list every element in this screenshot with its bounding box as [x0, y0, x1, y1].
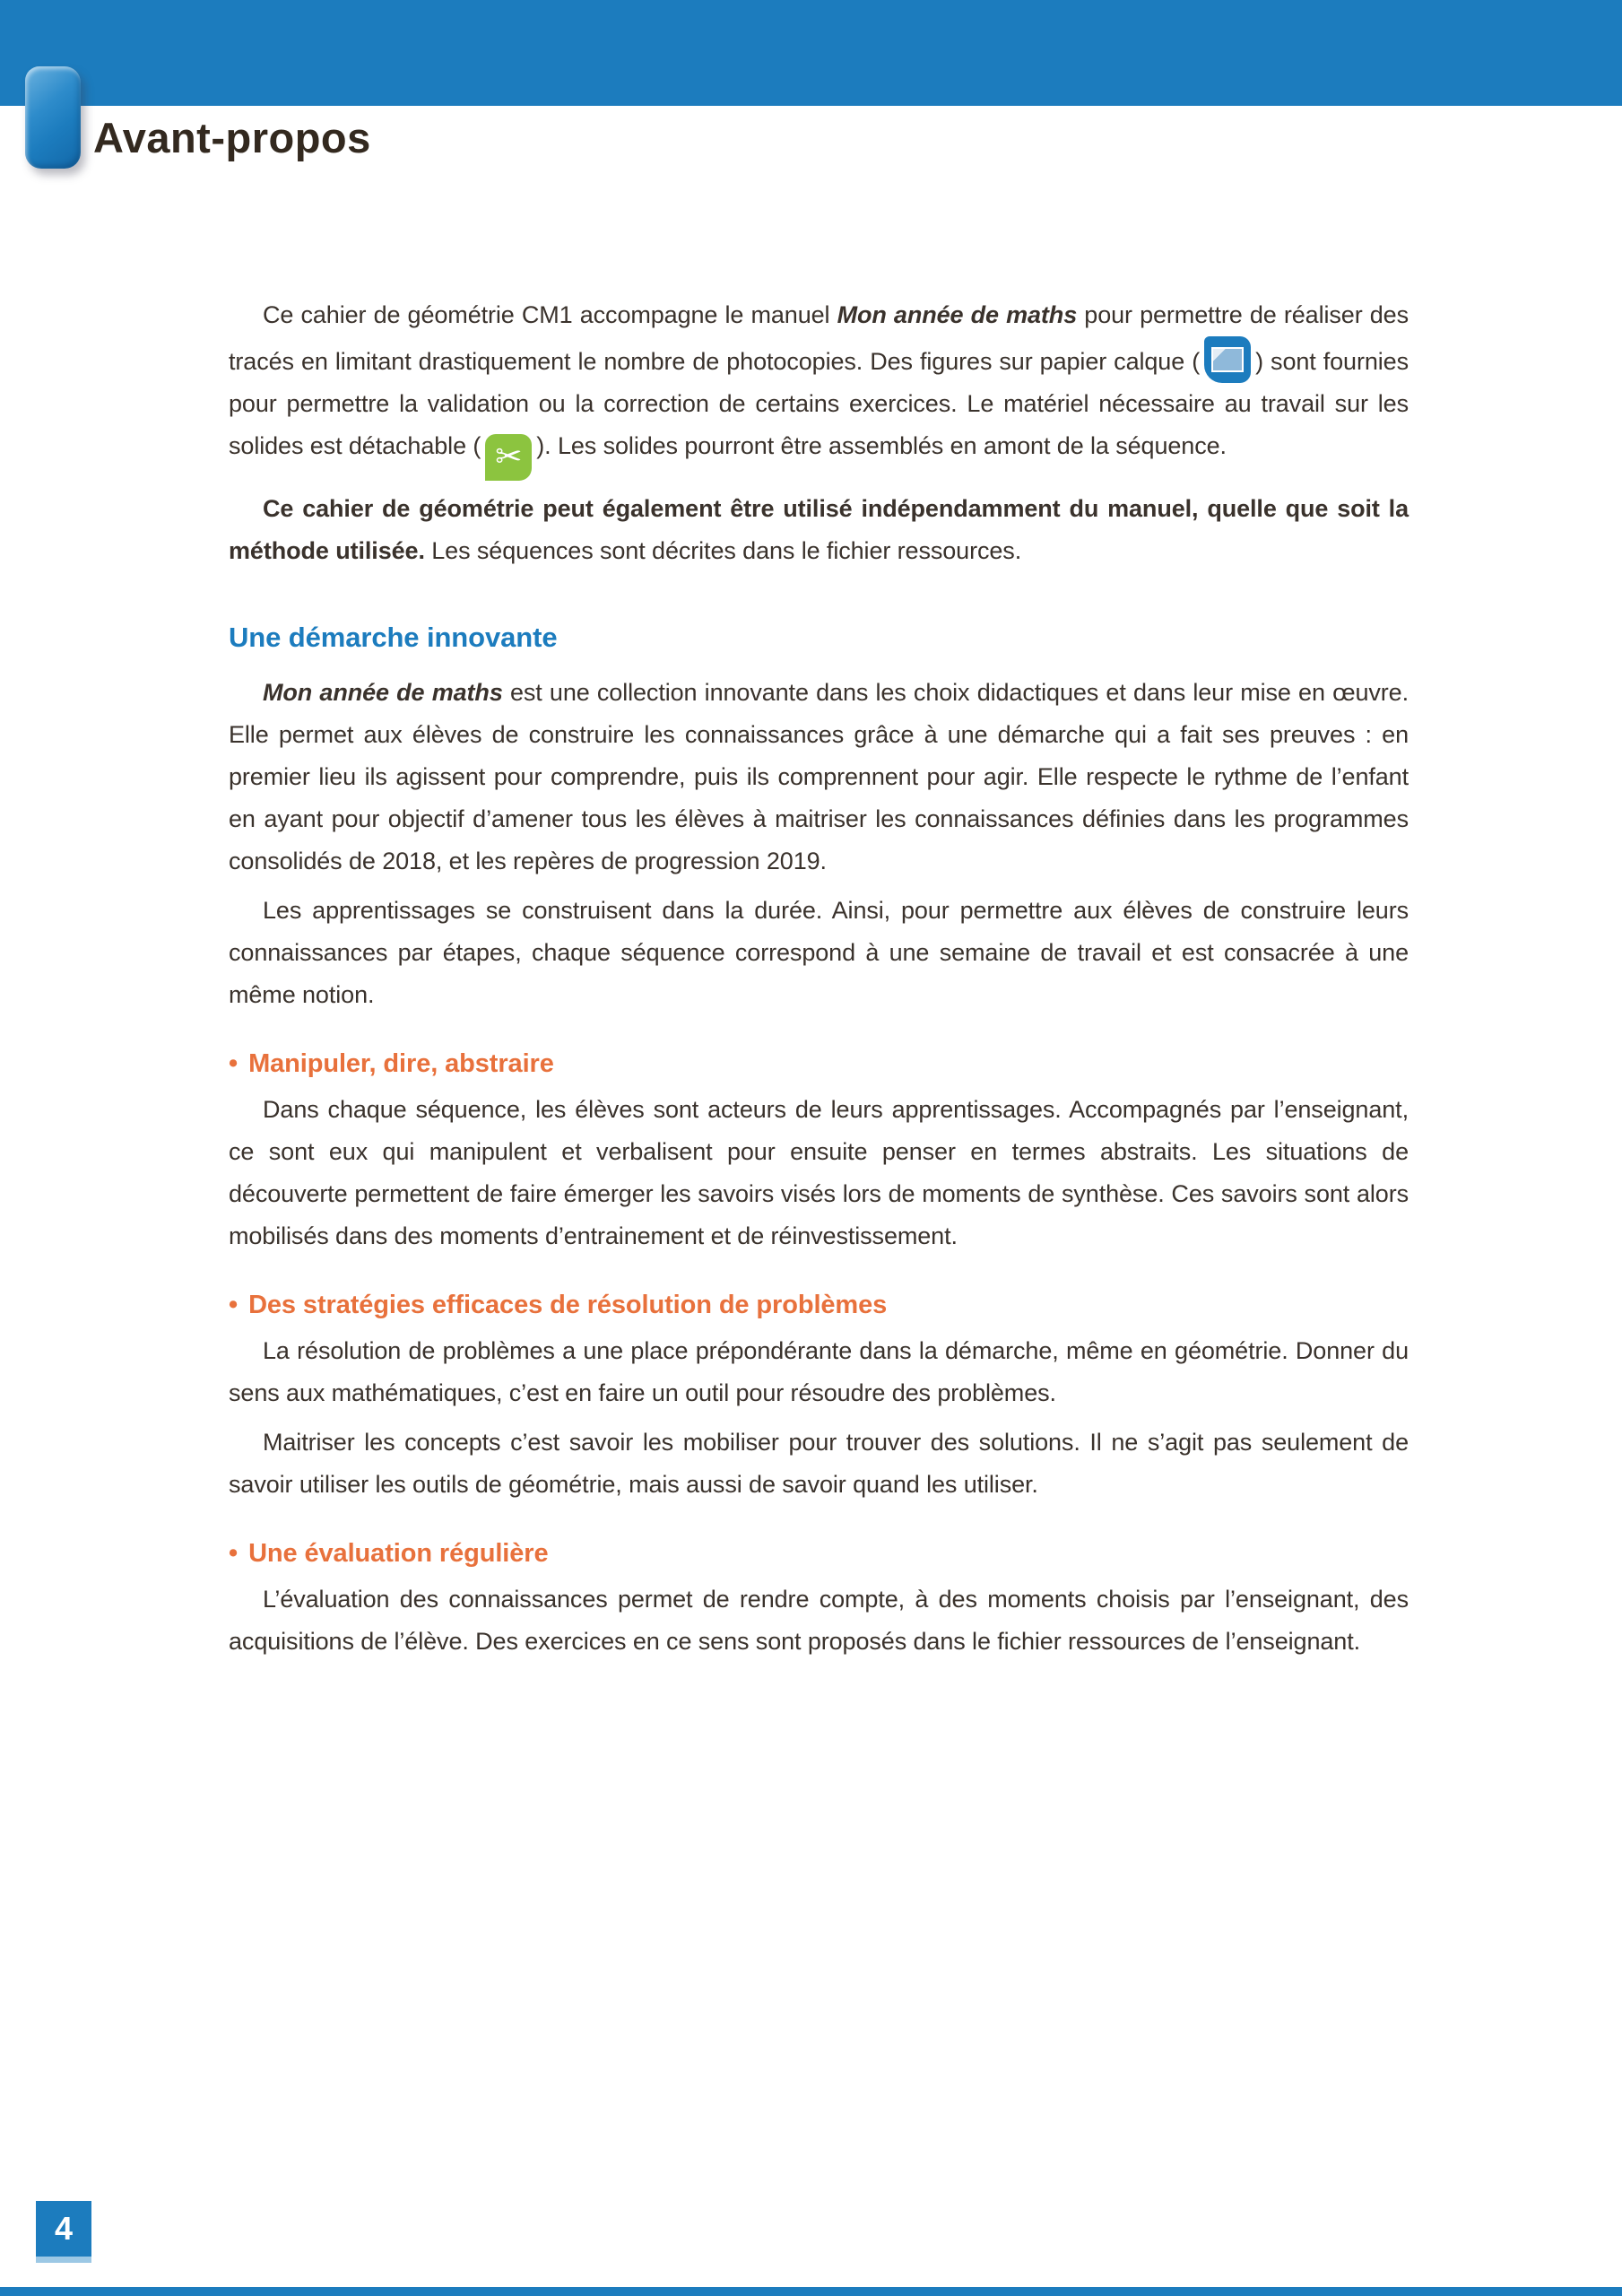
subsection-heading-evaluation [229, 1538, 1409, 1570]
page-title: Avant-propos [93, 114, 371, 161]
page-number-badge: 4 [36, 2201, 91, 2257]
manipuler-paragraph: Dans chaque séquence, les élèves sont acteurs de leurs apprentissages. Accompagnés par l’enseignant, ce sont eux qui manipulent et verbalisent pour ensuite penser en termes abstraits. Les situations de découverte permettent de faire émerger les savoirs visés lors de moments de synthèse. Ces savoirs sont alors mobilisés dans des moments d’entrainement et de réinvestissement. [229, 1095, 1409, 1249]
tracing-paper-icon [1204, 336, 1251, 383]
scissors-icon [485, 434, 532, 481]
bottom-blue-bar [0, 2287, 1622, 2296]
demarche-paragraph-2: Les apprentissages se construisent dans la durée. Ainsi, pour permettre aux élèves de construire leurs connaissances par étapes, chaque séquence correspond à une semaine de travail et est consacrée à une même notion. [229, 897, 1409, 1009]
top-blue-bar [0, 0, 1622, 106]
brand-name: Mon année de maths [837, 301, 1078, 328]
subsection-heading-label: Une évaluation régulière [248, 1538, 549, 1568]
brand-name: Mon année de maths [263, 679, 503, 707]
page-number-underline [36, 2257, 91, 2263]
intro-text: ) sont fournies pour permettre la validation ou la correction de certains exercices. Le matériel nécessaire au travail sur les solides est détachable ( [229, 348, 1409, 459]
bullet-icon: • [229, 1290, 239, 1319]
tracing-paper-sheet [1211, 347, 1244, 372]
section-heading-demarche: Une démarche innovante [229, 622, 558, 653]
demarche-paragraph-1 [229, 672, 1409, 883]
strategies-paragraph-2: Maitriser les concepts c’est savoir les mobiliser pour trouver des solutions. Il ne s’agit pas seulement de savoir utiliser les outils de géométrie, mais aussi de savoir quand les utiliser. [229, 1428, 1409, 1498]
intro-text: ). Les solides pourront être assemblés en amont de la séquence. [536, 432, 1227, 459]
subsection-heading-label: Des stratégies efficaces de résolution de problèmes [248, 1290, 888, 1319]
intro-paragraph-1 [229, 294, 1409, 481]
subsection-heading-strategies [229, 1290, 1409, 1321]
chapter-tab-icon [25, 66, 81, 169]
intro-text: Ce cahier de géométrie CM1 accompagne le manuel [263, 301, 837, 328]
intro-paragraph-2 [229, 488, 1409, 572]
intro-bold-text: Ce cahier de géométrie peut également être utilisé indépendamment du manuel, quelle que soit la méthode utilisée. [229, 495, 1409, 564]
intro-text: Les séquences sont décrites dans le fichier ressources. [424, 537, 1022, 564]
strategies-paragraph-1: La résolution de problèmes a une place prépondérante dans la démarche, même en géométrie. Donner du sens aux mathématiques, c’est en faire un outil pour résoudre des problèmes. [229, 1336, 1409, 1406]
demarche-text: est une collection innovante dans les choix didactiques et dans leur mise en œuvre. Elle permet aux élèves de construire les connaissances grâce à une démarche qui a fait ses preuves : en premier lieu ils agissent pour comprendre, puis ils comprennent pour agir. Elle respecte le rythme de l’enfant en ayant pour objectif d’amener tous les élèves à maitriser les connaissances définies dans les programmes consolidés de 2018, et les repères de progression 2019. [229, 679, 1409, 875]
bullet-icon: • [229, 1538, 239, 1568]
main-content [229, 294, 1409, 1670]
intro-text: pour permettre de réaliser des tracés en limitant drastiquement le nombre de photocopies. Des figures sur papier calque ( [229, 301, 1409, 375]
scissors-glyph: ✂ [495, 438, 523, 474]
bullet-icon: • [229, 1049, 239, 1079]
subsection-heading-manipuler [229, 1048, 1409, 1080]
subsection-heading-label: Manipuler, dire, abstraire [248, 1049, 554, 1079]
evaluation-paragraph: L’évaluation des connaissances permet de rendre compte, à des moments choisis par l’enseignant, des acquisitions de l’élève. Des exercices en ce sens sont proposés dans le fichier ressources de l’enseignant. [229, 1585, 1409, 1655]
